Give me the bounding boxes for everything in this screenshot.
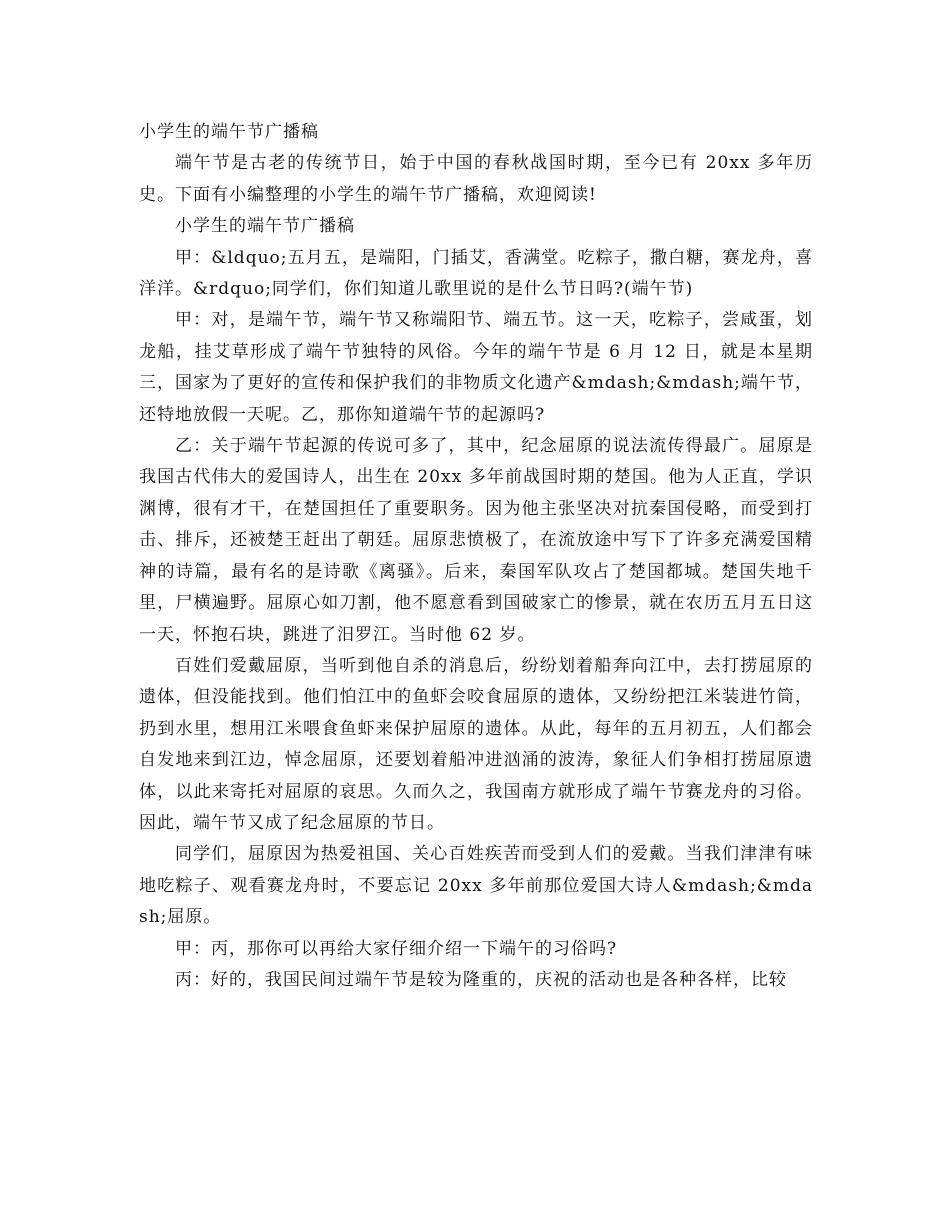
paragraph-jia-question: 甲：丙，那你可以再给大家仔细介绍一下端午的习俗吗? — [175, 938, 618, 959]
paragraph-yi-origin: 乙：关于端午节起源的传说可多了，其中，纪念屈原的说法流传得最广。屈原是我国古代伟大的爱国诗人，出生在 20xx 多年前战国时期的楚国。他为人正直，学识渊博，很有才干，在楚国担任了重要职务。因为他主张坚决对抗秦国侵略，而受到打击、排斥，还被楚王赶出了朝廷。屈原悲愤极了，在流放途中写下了许多充满爱国精神的诗篇，最有名的是诗歌《离骚》。后来，秦国军队攻占了楚国都城。楚国失地千里，尸横遍野。屈原心如刀割，他不愿意看到国破家亡的惨景，就在农历五月五日这一天，怀抱石块，跳进了汨罗江。当时他 62 岁。 — [139, 436, 813, 645]
paragraph-people: 百姓们爱戴屈原，当听到他自杀的消息后，纷纷划着船奔向江中，去打捞屈原的遗体，但没能找到。他们怕江中的鱼虾会咬食屈原的遗体，又纷纷把江米装进竹筒，扔到水里，想用江米喂食鱼虾来保护屈原的遗体。从此，每年的五月初五，人们都会自发地来到江边，悼念屈原，还要划着船冲进汹涌的波涛，象征人们争相打捞屈原遗体，以此来寄托对屈原的哀思。久而久之，我国南方就形成了端午节赛龙舟的习俗。因此，端午节又成了纪念屈原的节日。 — [139, 655, 813, 833]
paragraph-subtitle: 小学生的端午节广播稿 — [175, 216, 355, 237]
document-title: 小学生的端午节广播稿 — [139, 122, 319, 142]
paragraph-classmates: 同学们，屈原因为热爱祖国、关心百姓疾苦而受到人们的爱戴。当我们津津有味地吃粽子、观看赛龙舟时，不要忘记 20xx 多年前那位爱国大诗人&mdash;&mdash;屈原。 — [139, 844, 813, 928]
paragraph-jia-rhyme: 甲：&ldquo;五月五，是端阳，门插艾，香满堂。吃粽子，撒白糖，赛龙舟，喜洋洋。&rdquo;同学们，你们知道儿歌里说的是什么节日吗?(端午节) — [139, 247, 813, 300]
document-body — [139, 117, 813, 996]
paragraph-intro: 端午节是古老的传统节日，始于中国的春秋战国时期，至今已有 20xx 多年历史。下面有小编整理的小学生的端午节广播稿，欢迎阅读! — [139, 153, 813, 205]
paragraph-jia-dragon-boat: 甲：对，是端午节，端午节又称端阳节、端五节。这一天，吃粽子，尝咸蛋，划龙船，挂艾草形成了端午节独特的风俗。今年的端午节是 6 月 12 日，就是本星期三，国家为了更好的宣传和保护我们的非物质文化遗产&mdash;&mdash;端午节，还特地放假一天呢。乙，那你知道端午节的起源吗? — [139, 310, 813, 425]
paragraph-bing-answer: 丙：好的，我国民间过端午节是较为隆重的，庆祝的活动也是各种各样，比较 — [175, 969, 787, 990]
